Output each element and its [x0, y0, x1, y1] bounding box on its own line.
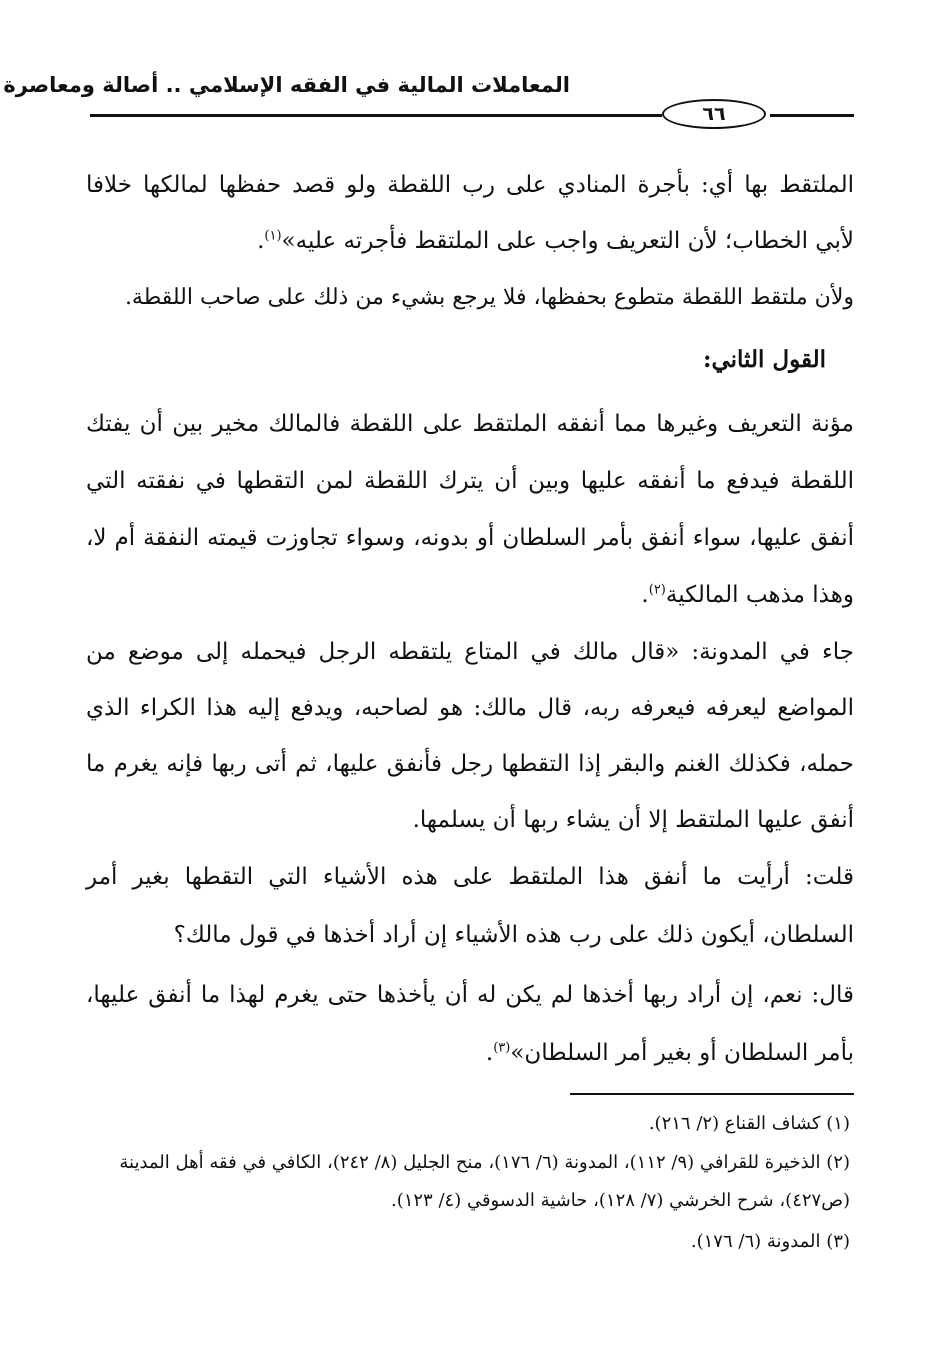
header-rule-left [90, 114, 662, 117]
section-heading: القول الثاني: [702, 346, 826, 373]
page-number: ٦٦ [662, 99, 766, 129]
running-title: المعاملات المالية في الفقه الإسلامي .. أصالة ومعاصرة [3, 73, 570, 97]
paragraph-3 [86, 396, 854, 624]
paragraph-1-text: الملتقط بها أي: بأجرة المنادي على رب اللقطة ولو قصد حفظها لمالكها خلافا لأبي الخطاب؛ لأن التعريف واجب على الملتقط فأجرته عليه» [86, 172, 854, 254]
paragraph-6 [86, 966, 854, 1082]
paragraph-6-end: . [485, 1040, 494, 1066]
paragraph-5: قلت: أرأيت ما أنفق هذا الملتقط على هذه الأشياء التي التقطها بغير أمر السلطان، أيكون ذلك على رب هذه الأشياء إن أراد أخذها في قول مالك؟ [86, 864, 854, 948]
paragraph-6-text: قال: نعم، إن أراد ربها أخذها لم يكن له أن يأخذها حتى يغرم لهذا ما أنفق عليها، بأمر السلطان أو بغير أمر السلطان» [86, 982, 854, 1066]
paragraph-3-end: . [641, 582, 649, 608]
header-rule-right [770, 114, 854, 117]
footnote-3: (٣) المدونة (٦/ ١٧٦). [690, 1231, 850, 1252]
paragraph-4: جاء في المدونة: «قال مالك في المتاع يلتقطه الرجل فيحمله إلى موضع من المواضع ليعرفه فيعرفه ربه، قال مالك: هو لصاحبه، ويدفع إليه هذا الكراء الذي حمله، فكذلك الغنم والبقر إذا التقطها رجل فأنفق عليها، ثم أتى ربها فإنه يغرم ما أنفق عليها الملتقط إلا أن يشاء ربها أن يسلمها. [86, 639, 854, 833]
footnote-separator [570, 1093, 854, 1095]
footnote-2: (٢) الذخيرة للقرافي (٩/ ١١٢)، المدونة (٦/ ١٧٦)، منح الجليل (٨/ ٢٤٢)، الكافي في فقه أهل المدينة (ص٤٢٧)، شرح الخرشي (٧/ ١٢٨)، حاشية الدسوقي (٤/ ١٢٣). [119, 1152, 850, 1211]
footnote-1: (١) كشاف القناع (٢/ ٢١٦). [648, 1113, 850, 1134]
footnote-ref-3: (٣) [493, 1040, 511, 1056]
footnote-ref-1: (١) [264, 228, 282, 244]
paragraph-1 [86, 157, 854, 269]
paragraph-3-text: مؤنة التعريف وغيرها مما أنفقه الملتقط على اللقطة فالمالك مخير بين أن يفتك اللقطة فيدفع ما أنفقه عليها وبين أن يترك اللقطة لمن التقطها في نفقته التي أنفق عليها، سواء أنفق بأمر السلطان أو بدونه، وسواء تجاوزت قيمته النفقة أم لا، وهذا مذهب المالكية [86, 411, 854, 608]
paragraph-1-end: . [257, 228, 265, 254]
paragraph-2: ولأن ملتقط اللقطة متطوع بحفظها، فلا يرجع بشيء من ذلك على صاحب اللقطة. [124, 285, 854, 310]
footnote-ref-2: (٢) [648, 582, 666, 598]
